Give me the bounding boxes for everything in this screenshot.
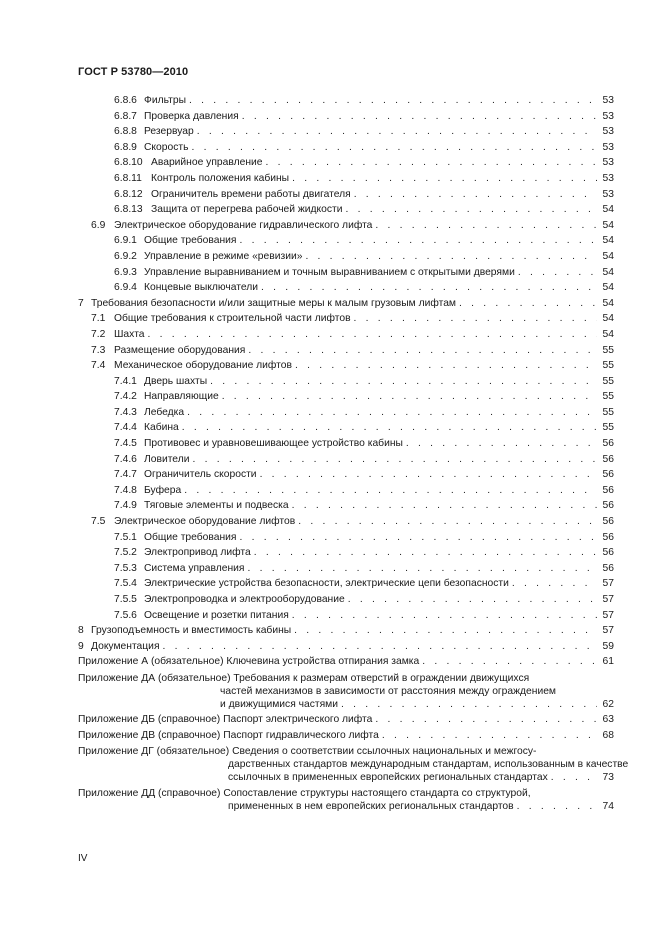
toc-entry-line bbox=[114, 530, 614, 546]
toc-entry-number: 7.5.2 bbox=[114, 547, 137, 559]
toc-entry bbox=[0, 171, 661, 187]
toc-entry-title: Буфера bbox=[144, 484, 182, 496]
toc-entry-page: 56 bbox=[602, 531, 614, 543]
toc-leader-dots bbox=[242, 109, 597, 125]
toc-leader-dots bbox=[382, 728, 597, 744]
toc-entry-number: 7.5 bbox=[91, 516, 106, 528]
toc-entry-line bbox=[114, 265, 614, 281]
toc-entry-number: 6.9.2 bbox=[114, 250, 137, 262]
toc-entry-number: 7.5.5 bbox=[114, 594, 137, 605]
toc-entry-title: Ловители bbox=[144, 453, 190, 465]
toc-entry-line bbox=[114, 608, 614, 624]
toc-entry bbox=[0, 343, 661, 359]
toc-leader-dots bbox=[260, 467, 597, 483]
appendix-entry-title: Приложение ДБ (справочное) Паспорт электрического лифта bbox=[78, 713, 373, 725]
appendix-entry-block bbox=[78, 745, 629, 785]
toc-entry-line bbox=[114, 233, 614, 249]
toc-entry-title: Электропривод лифта bbox=[144, 547, 251, 559]
toc-entry-line bbox=[114, 124, 614, 140]
toc-entry-line bbox=[91, 218, 614, 234]
toc-entry bbox=[0, 639, 661, 655]
toc-leader-dots bbox=[354, 187, 597, 203]
toc-entry-number: 7 bbox=[78, 297, 84, 309]
toc-entry-page: 54 bbox=[602, 235, 614, 247]
appendix-entry-page: 62 bbox=[602, 698, 614, 710]
toc-entry-page: 54 bbox=[602, 219, 614, 231]
toc-entry bbox=[0, 124, 661, 140]
toc-entry bbox=[0, 374, 661, 390]
toc-leader-dots bbox=[292, 171, 597, 187]
toc-entry-line bbox=[91, 327, 614, 343]
appendix-entry-title: Приложение ДГ (обязательное) Сведения о соответствии ссылочных национальных и межгосу- bbox=[78, 746, 537, 758]
toc-leader-dots bbox=[292, 498, 597, 514]
toc-entry-page: 56 bbox=[602, 469, 614, 481]
appendix-entry-page: 63 bbox=[602, 713, 614, 725]
toc-entry bbox=[0, 109, 661, 125]
toc-entry-page: 57 bbox=[602, 625, 614, 637]
toc-entry bbox=[0, 576, 661, 592]
toc-leader-dots bbox=[305, 249, 597, 265]
toc-entry-page: 54 bbox=[602, 250, 614, 262]
toc-entry-title: Освещение и розетки питания bbox=[144, 609, 289, 621]
appendix-entry bbox=[0, 712, 661, 728]
toc-entry-line bbox=[114, 467, 614, 483]
toc-entry-number: 6.8.8 bbox=[114, 126, 137, 138]
toc-entry-title: Шахта bbox=[114, 328, 145, 340]
appendix-entry-last-line bbox=[78, 771, 614, 785]
toc-entry-title: Кабина bbox=[144, 422, 179, 434]
toc-entry-line bbox=[114, 109, 614, 125]
toc-entry-line bbox=[91, 514, 614, 530]
toc-entry-page: 54 bbox=[602, 204, 614, 216]
toc-leader-dots bbox=[248, 343, 597, 359]
appendix-entry-title: Приложение ДВ (справочное) Паспорт гидравлического лифта bbox=[78, 729, 379, 741]
toc-entry-number: 7.4.8 bbox=[114, 484, 137, 496]
toc-entry-title: Управление в режиме «ревизии» bbox=[144, 250, 303, 262]
toc-entry-title: Дверь шахты bbox=[144, 375, 208, 387]
toc-entry-page: 53 bbox=[602, 126, 614, 138]
toc-entry bbox=[0, 514, 661, 530]
toc-entry-title: Электрическое оборудование гидравлического лифта bbox=[114, 219, 373, 231]
toc-entry-page: 54 bbox=[602, 266, 614, 278]
toc-leader-dots bbox=[191, 140, 597, 156]
appendix-entry bbox=[0, 785, 661, 814]
toc-entry-page: 57 bbox=[602, 594, 614, 605]
toc-entry bbox=[0, 233, 661, 249]
toc-entry-title: Лебедка bbox=[144, 406, 185, 418]
toc-entry-line bbox=[78, 296, 614, 312]
toc-entry bbox=[0, 592, 661, 608]
toc-entry-title: Требования безопасности и/или защитные меры к малым грузовым лифтам bbox=[91, 297, 457, 309]
toc-entry bbox=[0, 202, 661, 218]
toc-entry-page: 56 bbox=[602, 562, 614, 574]
toc-leader-dots bbox=[210, 374, 597, 390]
toc-entry-number: 6.8.13 bbox=[114, 204, 143, 216]
toc-entry-page: 55 bbox=[602, 375, 614, 387]
toc-entry-page: 53 bbox=[602, 95, 614, 106]
toc-entry bbox=[0, 249, 661, 265]
toc-entry bbox=[0, 405, 661, 421]
toc-entry-number: 6.8.12 bbox=[114, 188, 143, 200]
toc-entry-number: 7.5.1 bbox=[114, 531, 137, 543]
toc-leader-dots bbox=[163, 639, 597, 655]
toc-entry-title: Фильтры bbox=[144, 95, 186, 106]
toc-entry-page: 57 bbox=[602, 609, 614, 621]
toc-entry-title: Тяговые элементы и подвеска bbox=[144, 500, 289, 512]
toc-entry-page: 54 bbox=[602, 328, 614, 340]
toc-entry bbox=[0, 420, 661, 436]
toc-entry-title: Общие требования к строительной части лифтов bbox=[114, 313, 351, 325]
toc-entry-page: 53 bbox=[602, 188, 614, 200]
toc-entry-number: 6.9 bbox=[91, 219, 106, 231]
toc-entry bbox=[0, 187, 661, 203]
toc-leader-dots bbox=[517, 800, 597, 814]
toc-entry bbox=[0, 140, 661, 156]
toc-entry-title: Скорость bbox=[144, 141, 189, 153]
appendix-entry-line bbox=[78, 728, 614, 744]
toc-leader-dots bbox=[192, 452, 597, 468]
toc-entry bbox=[0, 623, 661, 639]
toc-entry-title: Документация bbox=[91, 640, 160, 652]
toc-leader-dots bbox=[375, 712, 597, 728]
toc-leader-dots bbox=[184, 483, 597, 499]
appendix-entry bbox=[0, 670, 661, 712]
toc-leader-dots bbox=[182, 420, 597, 436]
toc-entry-page: 56 bbox=[602, 484, 614, 496]
toc-leader-dots bbox=[248, 561, 598, 577]
toc-entry-line bbox=[91, 343, 614, 359]
toc-entry-page: 53 bbox=[602, 172, 614, 184]
toc-entry-line bbox=[91, 358, 614, 374]
document-header: ГОСТ Р 53780—2010 bbox=[78, 66, 189, 78]
toc-entry bbox=[0, 93, 661, 109]
appendix-entry-last-line bbox=[78, 698, 614, 712]
toc-entry bbox=[0, 483, 661, 499]
toc-entry-number: 6.9.1 bbox=[114, 235, 137, 247]
toc-entry-title: Электрические устройства безопасности, электрические цепи безопасности bbox=[144, 578, 509, 590]
toc-entry-number: 7.3 bbox=[91, 344, 106, 356]
toc-entry-number: 6.9.4 bbox=[114, 282, 137, 294]
toc-entry-number: 6.8.10 bbox=[114, 157, 143, 169]
toc-entry-line bbox=[114, 405, 614, 421]
appendix-entry-line bbox=[78, 712, 614, 728]
appendix-entry-last-line bbox=[78, 800, 614, 814]
toc-leader-dots bbox=[240, 530, 598, 546]
toc-entry-line bbox=[114, 436, 614, 452]
toc-entry-title: Грузоподъемность и вместимость кабины bbox=[91, 625, 292, 637]
table-of-contents bbox=[0, 93, 661, 814]
toc-entry-line bbox=[114, 155, 614, 171]
toc-entry-line bbox=[91, 311, 614, 327]
toc-leader-dots bbox=[189, 93, 597, 109]
toc-entry-page: 56 bbox=[602, 453, 614, 465]
appendix-entry-continuation: дарственных стандартов международным стандартам, использованным в качестве bbox=[228, 759, 629, 771]
toc-entry-number: 7.4.2 bbox=[114, 391, 137, 403]
toc-entry bbox=[0, 530, 661, 546]
toc-entry-number: 7.5.6 bbox=[114, 609, 137, 621]
toc-entry bbox=[0, 389, 661, 405]
toc-entry-page: 56 bbox=[602, 516, 614, 528]
toc-entry-number: 9 bbox=[78, 640, 84, 652]
toc-entry-number: 7.4 bbox=[91, 360, 106, 372]
toc-entry-title: Система управления bbox=[144, 562, 245, 574]
toc-entry-line bbox=[78, 623, 614, 639]
toc-leader-dots bbox=[254, 545, 597, 561]
toc-entry-page: 54 bbox=[602, 313, 614, 325]
toc-entry-number: 7.4.1 bbox=[114, 375, 137, 387]
toc-entry-title: Аварийное управление bbox=[151, 157, 263, 169]
appendix-entry bbox=[0, 654, 661, 670]
toc-entry-title: Ограничитель времени работы двигателя bbox=[151, 188, 351, 200]
toc-entry-line bbox=[78, 639, 614, 655]
toc-entry bbox=[0, 280, 661, 296]
toc-entry bbox=[0, 467, 661, 483]
toc-leader-dots bbox=[375, 218, 597, 234]
toc-leader-dots bbox=[298, 514, 597, 530]
toc-entry-title: Электропроводка и электрооборудование bbox=[144, 594, 345, 605]
toc-entry-line bbox=[114, 187, 614, 203]
toc-leader-dots bbox=[295, 358, 597, 374]
toc-leader-dots bbox=[222, 389, 597, 405]
toc-entry-page: 56 bbox=[602, 547, 614, 559]
toc-entry-line bbox=[114, 93, 614, 109]
toc-leader-dots bbox=[187, 405, 597, 421]
appendix-entry-continuation: примененных в нем европейских региональных стандартов bbox=[228, 801, 514, 813]
toc-entry-page: 54 bbox=[602, 297, 614, 309]
appendix-entry-block bbox=[78, 672, 614, 712]
toc-entry-number: 8 bbox=[78, 625, 84, 637]
toc-leader-dots bbox=[406, 436, 597, 452]
toc-entry-title: Электрическое оборудование лифтов bbox=[114, 516, 296, 528]
toc-leader-dots bbox=[292, 608, 597, 624]
toc-entry-title: Размещение оборудования bbox=[114, 344, 246, 356]
toc-entry bbox=[0, 155, 661, 171]
appendix-entry-continuation: частей механизмов в зависимости от расстояния между ограждением bbox=[220, 685, 557, 697]
toc-entry-line bbox=[114, 171, 614, 187]
toc-entry-page: 55 bbox=[602, 344, 614, 356]
toc-entry-title: Механическое оборудование лифтов bbox=[114, 360, 292, 372]
toc-leader-dots bbox=[266, 155, 598, 171]
toc-entry-line bbox=[114, 249, 614, 265]
toc-entry-line bbox=[114, 452, 614, 468]
toc-entry-line bbox=[114, 389, 614, 405]
toc-entry-page: 56 bbox=[602, 438, 614, 450]
toc-entry-title: Направляющие bbox=[144, 391, 219, 403]
toc-entry bbox=[0, 545, 661, 561]
appendix-entry-page: 68 bbox=[602, 729, 614, 741]
toc-entry-number: 7.5.4 bbox=[114, 578, 137, 590]
toc-entry-title: Проверка давления bbox=[144, 110, 239, 122]
toc-entry-page: 55 bbox=[602, 360, 614, 372]
toc-leader-dots bbox=[261, 280, 597, 296]
toc-entry-number: 7.4.9 bbox=[114, 500, 137, 512]
appendix-entry-continuation: ссылочных в примененных европейских региональных стандартах bbox=[228, 772, 548, 784]
toc-leader-dots bbox=[294, 623, 597, 639]
appendix-entry bbox=[0, 728, 661, 744]
toc-entry-line bbox=[114, 280, 614, 296]
appendix-entry-block bbox=[78, 787, 614, 814]
toc-entry-number: 7.4.3 bbox=[114, 406, 137, 418]
toc-entry-number: 7.5.3 bbox=[114, 562, 137, 574]
toc-entry-number: 6.8.9 bbox=[114, 141, 137, 153]
toc-entry-page: 59 bbox=[602, 640, 614, 652]
toc-entry-page: 53 bbox=[602, 141, 614, 153]
toc-entry-title: Резервуар bbox=[144, 126, 194, 138]
toc-entry-title: Противовес и уравновешивающее устройство кабины bbox=[144, 438, 403, 450]
toc-entry-number: 6.8.6 bbox=[114, 95, 137, 106]
toc-entry-page: 56 bbox=[602, 500, 614, 512]
toc-leader-dots bbox=[341, 698, 597, 712]
toc-entry bbox=[0, 498, 661, 514]
appendix-entry-page: 61 bbox=[602, 656, 614, 668]
toc-entry bbox=[0, 608, 661, 624]
toc-leader-dots bbox=[197, 124, 597, 140]
toc-entry bbox=[0, 311, 661, 327]
toc-entry-page: 57 bbox=[602, 578, 614, 590]
toc-entry bbox=[0, 265, 661, 281]
toc-leader-dots bbox=[518, 265, 597, 281]
toc-entry-line bbox=[114, 498, 614, 514]
toc-entry-number: 6.8.11 bbox=[114, 172, 142, 184]
toc-entry-page: 55 bbox=[602, 391, 614, 403]
appendix-entry-page: 73 bbox=[602, 772, 614, 784]
toc-leader-dots bbox=[346, 202, 597, 218]
toc-entry-page: 53 bbox=[602, 110, 614, 122]
toc-entry-line bbox=[114, 420, 614, 436]
toc-entry bbox=[0, 452, 661, 468]
toc-leader-dots bbox=[459, 296, 597, 312]
toc-entry-page: 54 bbox=[602, 282, 614, 294]
toc-entry-number: 6.9.3 bbox=[114, 266, 137, 278]
appendix-entry bbox=[0, 743, 661, 785]
toc-entry-line bbox=[114, 202, 614, 218]
toc-entry bbox=[0, 296, 661, 312]
toc-entry-number: 7.4.7 bbox=[114, 469, 137, 481]
toc-entry-title: Контроль положения кабины bbox=[151, 172, 290, 184]
toc-entry-number: 7.2 bbox=[91, 328, 106, 340]
toc-entry bbox=[0, 218, 661, 234]
page-number: IV bbox=[78, 853, 88, 864]
toc-entry-line bbox=[114, 592, 614, 608]
appendix-entry-line bbox=[78, 654, 614, 670]
toc-entry-line bbox=[114, 561, 614, 577]
toc-leader-dots bbox=[422, 654, 597, 670]
toc-entry-title: Защита от перегрева рабочей жидкости bbox=[151, 204, 343, 216]
appendix-entry-title: Приложение ДД (справочное) Сопоставление структуры настоящего стандарта со структурой, bbox=[78, 788, 531, 800]
toc-entry-number: 7.4.5 bbox=[114, 438, 137, 450]
toc-entry-line bbox=[114, 140, 614, 156]
toc-leader-dots bbox=[240, 233, 598, 249]
toc-entry-title: Концевые выключатели bbox=[144, 282, 258, 294]
toc-entry-title: Ограничитель скорости bbox=[144, 469, 257, 481]
appendix-entry-title: Приложение А (обязательное) Ключевина устройства отпирания замка bbox=[78, 656, 420, 668]
toc-entry-page: 55 bbox=[602, 422, 614, 434]
toc-leader-dots bbox=[148, 327, 597, 343]
toc-entry-title: Общие требования bbox=[144, 531, 237, 543]
appendix-entry-title: Приложение ДА (обязательное) Требования к размерам отверстий в ограждении движущихся bbox=[78, 672, 530, 684]
toc-entry bbox=[0, 436, 661, 452]
appendix-entry-continuation: и движущимися частями bbox=[220, 698, 338, 710]
toc-leader-dots bbox=[551, 771, 597, 785]
toc-leader-dots bbox=[348, 592, 597, 608]
toc-entry-line bbox=[114, 374, 614, 390]
toc-leader-dots bbox=[512, 576, 597, 592]
toc-entry-line bbox=[114, 545, 614, 561]
toc-entry-line bbox=[114, 576, 614, 592]
toc-entry-page: 53 bbox=[602, 157, 614, 169]
toc-entry bbox=[0, 358, 661, 374]
toc-entry-number: 6.8.7 bbox=[114, 110, 137, 122]
toc-entry bbox=[0, 561, 661, 577]
toc-entry-title: Общие требования bbox=[144, 235, 237, 247]
toc-entry-number: 7.4.4 bbox=[114, 422, 137, 434]
toc-entry-title: Управление выравниванием и точным выравниванием с открытыми дверями bbox=[144, 266, 515, 278]
toc-entry bbox=[0, 327, 661, 343]
toc-entry-line bbox=[114, 483, 614, 499]
toc-entry-number: 7.1 bbox=[91, 313, 106, 325]
toc-leader-dots bbox=[354, 311, 597, 327]
toc-entry-number: 7.4.6 bbox=[114, 453, 137, 465]
appendix-entry-page: 74 bbox=[602, 801, 614, 813]
toc-entry-page: 55 bbox=[602, 406, 614, 418]
